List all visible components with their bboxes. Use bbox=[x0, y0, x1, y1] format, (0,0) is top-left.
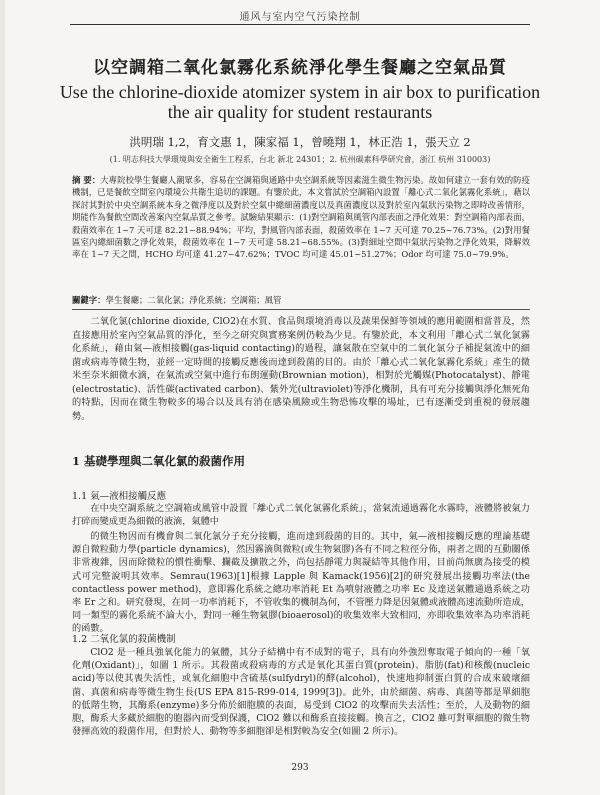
section-heading-1: 1 基礎學理與二氧化氯的殺菌作用 bbox=[72, 454, 246, 468]
header-rule bbox=[70, 24, 530, 25]
paragraph-1-1a: 在中央空調系統之空調箱或風管中設置「離心式二氧化氯霧化系統」，當氣流通過霧化水霧時，液體將被氣力打碎而變成更為細微的液滴，氣體中 bbox=[72, 503, 530, 528]
keywords-label: 關鍵字： bbox=[72, 295, 106, 305]
title-english: Use the chlorine-dioxide atomizer system in air box to purification the air quality for student restaurants bbox=[59, 82, 541, 122]
paragraph-1-2: ClO2 是一種具強氧化能力的氣體，其分子結構中有不成對的電子，具有向外強烈奪取電子傾向的一種「氧化劑(Oxidant)」，如圖 1 所示。其殺菌或殺病毒的方式是氧化其蛋白質(protein)、脂肪(fat)和核酸(nucleic acid)等以使其喪失活性，或氧化細胞中含硫基(sulfydryl)的酵(alcohol)，快速地抑制蛋白質的合成來破壞細菌、真菌和病毒等微生物生長(US EPA 815-R99-014, 1999[3])。此外，由於細菌、病毒、真菌等都是單細胞的低階生物，其酶系(enzyme)多分佈於細胞膜的表面，易受到 ClO2 的攻擊而失去活性；至於，人及動物的細胞，酶系大多藏於細胞的胞器內而受到保護，ClO2 難以和酶系直接接觸。換言之，ClO2 雖可對單細胞的微生物發揮高效的殺菌作用，但對於人、動物等多細胞卻是相對較為安全(如圖 2 所示)。 bbox=[72, 647, 530, 738]
paragraph-1-1b: 的微生物因而有機會與二氧化氯分子充分接觸，進而達到殺菌的目的。其中，氣—液相接觸反應的理論基礎源自微粒動力學(particle dynamics)，然因霧滴與微粒(或生物氣膠)各有不同之粒徑分佈，兩者之間的互動關係非常複雜，因而除微粒的慣性衝擊、攔截及擴散之外，尚包括靜電力與凝結等其他作用，目前尚無廣為接受的模式可完整說明其效率。Semrau(1963)[1]根據 Lapple 與 Kamack(1956)[2]的研究發展出接觸功率法(the contactless power method)，意即霧化系統之總功率消耗 Et 為噴射液體之功率 Ec 及達送氣體通過系統之功率 Er 之和。研究發現，在同一功率消耗下，不管收集的機制為何，不管壓力降是因氣體或液體高速流動所造成，同一類型的霧化系統不論大小，對同一種生物氣膠(bioaerosol)的收集效率大致相同，亦即收集效率為功率消耗的函數。 bbox=[72, 531, 530, 635]
title-chinese: 以空調箱二氧化氯霧化系統淨化學生餐廳之空氣品質 bbox=[93, 58, 507, 78]
page-number: 293 bbox=[291, 763, 309, 773]
abstract-text: 大專院校學生餐廳人潮眾多，容易在空調箱與通路中央空調系統等因素滋生微生物污染。故如何建立一套有效的防疫機制，已是餐飲空間室內環境公共衛生追切的課題。有鑒於此，本文嘗試於空調箱內設置「離心式二氧化氯霧化系統」，藉以探討其對於中央空調系統本身之微淨度以及對於空氣中總細菌濃度以及真菌濃度以及對於室內氣狀污染物之即時改善情形，期能作為餐飲空間改善案內空氣品質之參考。試驗結果顯示：(1)對空調箱與風管內部表面之淨化效果：對空調箱內部表面，殺菌效率在 1~7 天可達 82.21~88.94%；平均，對風管內部表面，殺菌效率在 1~7 天可達 70.25~76.73%。(2)對用餐區室內總細菌數之淨化效果，殺菌效率在 1~7 天可達 58.21~68.55%。(3)對細址空間中氣狀污染物之淨化效果，降解效率在 1~7 天之間，HCHO 均可達 41.27~47.62%；TVOC 均可達 45.01~51.27%；Odor 均可達 75.0~79.9%。 bbox=[72, 175, 530, 260]
subsection-heading-1-1: 1.1 氣—液相接觸反應 bbox=[72, 491, 167, 502]
keywords-rule bbox=[72, 309, 530, 310]
keywords bbox=[72, 294, 530, 306]
keywords-text: 學生餐廳；二氧化氯；淨化系統；空調箱；風管 bbox=[105, 295, 282, 305]
author-list: 洪明瑞 1,2，育文惠 1，陳家福 1，曾曉翔 1，林正浩 1，張天立 2 bbox=[129, 135, 471, 149]
running-head: 通风与室内空气污染控制 bbox=[239, 12, 361, 23]
scan-edge bbox=[0, 0, 5, 795]
abstract-label: 摘 要： bbox=[72, 175, 101, 185]
intro-paragraph: 二氧化氯(chlorine dioxide, ClO2)在水質、食品與環境消毒以及蔬果保鮮等領域的應用範圍相當普及，然直接應用於室內空氣品質的淨化，至今之研究與實務案例仍較為少見。有鑒於此，本文利用「離心式二氧化氯霧化系統」，藉由氣—液相接觸(gas-liquid contacting)的過程，讓氣散在空氣中的二氧化氯分子補捉氣流中的細菌或病毒等微生物，並經一定時間的接觸反應後而達到殺菌的目的。由於「離心式二氧化氯霧化系統」產生的微米至奈米細微水滴，在氣流或空氣中進行布朗運動(Brownian motion)，相對於光觸媒(Photocatalyst)、靜電(electrostatic)、活性碳(activated carbon)、紫外光(ultraviolet)等淨化機制，具有可充分接觸與淨化無死角的特點，因而在微生物較多的場合以及具有消在感染風險或生物恐怖攻擊的場址，已有逐漸受到重視的發展趨勢。 bbox=[72, 316, 530, 422]
subsection-heading-1-2: 1.2 二氧化氯的殺菌機制 bbox=[72, 634, 176, 645]
abstract bbox=[72, 174, 530, 261]
affiliation: (1. 明志科技大學環境與安全衛生工程系，台北 新北 24301；2. 杭州碳素科學研究會，浙江 杭州 310003) bbox=[109, 155, 491, 164]
